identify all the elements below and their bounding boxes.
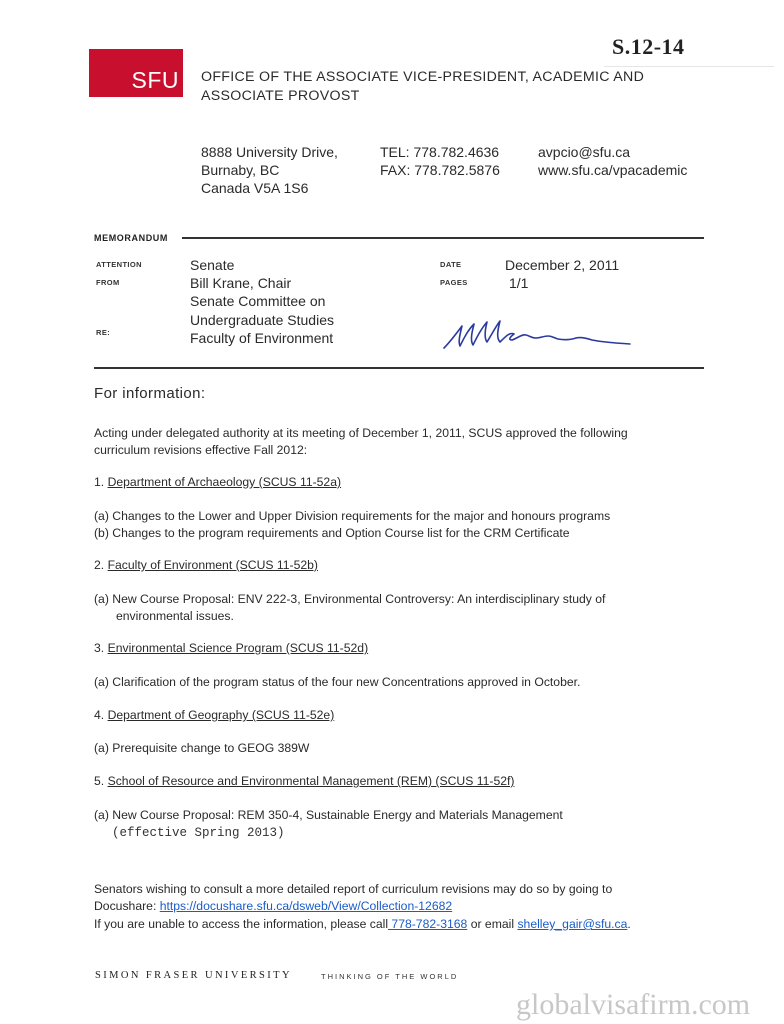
memo-bottom-rule [94,367,704,369]
from-label: FROM [96,278,120,287]
memorandum-label: MEMORANDUM [94,233,168,243]
closing-paragraph [94,881,734,933]
from-line: Senate Committee on [190,293,326,310]
memorandum-rule [182,237,704,239]
docushare-label: Docushare: [94,898,160,913]
section-1-items [94,508,610,541]
section-2-items [94,591,605,624]
section-title: Faculty of Environment (SCUS 11-52b) [107,558,318,572]
section-2-heading [94,557,318,574]
stamp-divider [604,66,774,67]
section-title: Environmental Science Program (SCUS 11-52d) [107,641,369,655]
list-item: (a) Changes to the Lower and Upper Division requirements for the major and honours programs [94,509,611,523]
closing-text: . [627,917,631,931]
from-value [190,274,334,329]
email-link[interactable]: shelley_gair@sfu.ca [517,917,628,931]
logo-text: SFU [131,67,179,93]
section-number: 5. [94,774,108,788]
section-number: 4. [94,708,108,722]
typed-annotation: (effective Spring 2013) [112,826,285,840]
for-information-heading: For information: [94,385,206,402]
address-line: Canada V5A 1S6 [201,180,309,196]
re-label: RE: [96,328,111,337]
re-value: Faculty of Environment [190,330,334,346]
footer-university: SIMON FRASER UNIVERSITY [95,970,292,981]
phone-block [380,143,500,179]
watermark: globalvisafirm.com [516,988,751,1021]
sfu-logo [89,49,183,97]
fax-line: FAX: 778.782.5876 [380,162,500,178]
date-label: DATE [440,260,462,269]
closing-line: Senators wishing to consult a more detailed report of curriculum revisions may do so by going to [94,882,613,896]
section-number: 3. [94,641,108,655]
document-number: S.12-14 [612,34,685,59]
closing-line [94,898,734,915]
address-block [201,143,338,197]
from-line: Bill Krane, Chair [190,275,292,291]
phone-line: TEL: 778.782.4636 [380,144,500,160]
office-title: OFFICE OF THE ASSOCIATE VICE-PRESIDENT, ACADEMIC AND ASSOCIATE PROVOST [201,69,645,104]
list-item: (a) New Course Proposal: REM 350-4, Sustainable Energy and Materials Management [94,808,563,822]
docushare-link[interactable]: https://docushare.sfu.ca/dsweb/View/Collection-12682 [159,898,453,913]
address-line: 8888 University Drive, [201,144,338,160]
attention-value: Senate [190,257,235,273]
section-number: 1. [94,475,108,489]
intro-line: Acting under delegated authority at its meeting of December 1, 2011, SCUS approved the following [94,426,628,440]
web-block [538,143,687,179]
phone-link[interactable]: 778-782-3168 [388,917,468,931]
pages-value: 1/1 [509,275,529,291]
section-title: School of Resource and Environmental Management (REM) (SCUS 11-52f) [107,774,515,788]
closing-line [94,916,734,933]
section-title: Department of Geography (SCUS 11-52e) [107,708,335,722]
section-1-heading [94,474,341,491]
section-number: 2. [94,558,108,572]
list-item: (b) Changes to the program requirements and Option Course list for the CRM Certificate [94,525,570,540]
list-item: (a) New Course Proposal: ENV 222-3, Environmental Controversy: An interdisciplinary study of [94,592,606,606]
website-line: www.sfu.ca/vpacademic [538,162,688,178]
list-item: (a) Clarification of the program status of the four new Concentrations approved in October. [94,675,581,689]
section-title: Department of Archaeology (SCUS 11-52a) [107,475,342,489]
address-line: Burnaby, BC [201,162,280,178]
footer-tagline: THINKING OF THE WORLD [321,972,459,981]
pages-label: PAGES [440,278,468,287]
date-value: December 2, 2011 [505,257,620,273]
signature [440,312,640,354]
section-3-heading [94,640,368,657]
section-5-heading [94,773,514,790]
intro-line: curriculum revisions effective Fall 2012: [94,442,308,457]
attention-label: ATTENTION [96,260,142,269]
closing-text: If you are unable to access the information, please call [94,917,389,931]
intro-paragraph [94,425,628,458]
list-item: (a) Prerequisite change to GEOG 389W [94,741,310,755]
closing-text: or email [467,917,518,931]
email-line: avpcio@sfu.ca [538,144,631,160]
list-item-continuation: environmental issues. [116,608,234,623]
from-line: Undergraduate Studies [190,311,334,328]
section-4-heading [94,707,334,724]
